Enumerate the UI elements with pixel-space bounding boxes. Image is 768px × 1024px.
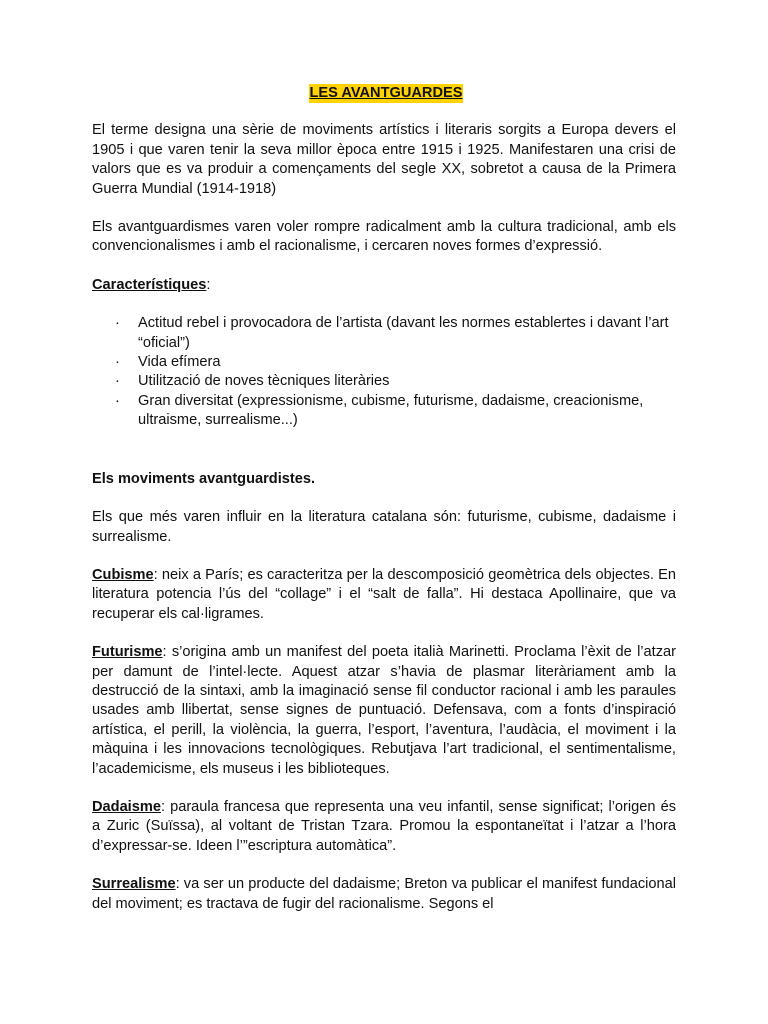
spacer <box>92 431 676 470</box>
bullet-glyph: · <box>115 392 120 409</box>
list-item <box>92 372 676 391</box>
list-item-text: Vida efímera <box>138 354 221 371</box>
characteristics-heading: Característiques <box>92 276 207 293</box>
movement-dadaisme <box>92 798 676 856</box>
bullet-glyph: · <box>115 373 120 390</box>
list-item-text: Gran diversitat (expressionisme, cubisme, futurisme, dadaisme, creacionisme, ultraisme, surrealisme...) <box>138 392 644 429</box>
movement-description: : neix a París; es caracteritza per la descomposició geomètrica dels objectes. En literatura potencia l’ús del “collage” i el “salt de falla”. Hi destaca Apollinaire, que va recuperar els cal·ligrames. <box>92 566 676 622</box>
list-item-text: Utilització de noves tècniques literàries <box>138 373 390 390</box>
movement-futurisme <box>92 643 676 779</box>
movement-term: Futurisme <box>92 644 163 661</box>
intro-paragraph-2: Els avantguardismes varen voler rompre radicalment amb la cultura tradicional, amb els convencionalismes i amb el racionalisme, i cercaren noves formes d’expressió. <box>92 219 676 255</box>
movements-heading: Els moviments avantguardistes. <box>92 470 316 487</box>
list-item-text: Actitud rebel i provocadora de l’artista (davant les normes establertes i davant l’art “oficial”) <box>138 315 669 351</box>
document-title: LES AVANTGUARDES <box>309 85 463 101</box>
bullet-glyph: · <box>115 354 120 371</box>
movements-heading-line <box>92 470 676 489</box>
movement-description: : paraula francesa que representa una veu infantil, sense significat; l’origen és a Zuric (Suïssa), al voltant de Tristan Tzara. Promou la espontaneïtat i l’atzar a l’hora d’expressar-se. Ideen l’”escriptura automàtica”. <box>92 798 676 854</box>
document-page <box>92 84 676 933</box>
movement-description: : s’origina amb un manifest del poeta italià Marinetti. Proclama l’èxit de l’atzar per damunt de l’intel·lecte. Aquest atzar s’havia de plasmar literàriament amb la destrucció de la sintaxi, amb la imaginació sense fil conductor racional i amb les paraules usades amb llibertat, sense signes de puntuació. Defensava, com a fonts d’inspiració artística, el perill, la violència, la guerra, l’esport, l’aventura, l’audàcia, el moviment i la màquina i les innovacions tecnològiques. Rebutjava l’art tradicional, el sentimentalisme, l’academicisme, els museus i les biblioteques. <box>92 644 676 777</box>
movement-term: Surrealisme <box>92 876 176 893</box>
characteristics-heading-line <box>92 276 676 295</box>
list-item <box>92 392 676 431</box>
list-item <box>92 314 676 353</box>
characteristics-heading-colon: : <box>206 276 211 293</box>
movement-cubisme <box>92 566 676 624</box>
title-container <box>92 84 676 103</box>
movement-term: Dadaisme <box>92 798 161 815</box>
movement-description: : va ser un producte del dadaisme; Breton va publicar el manifest fundacional del moviment; es tractava de fugir del racionalisme. Segons el <box>92 876 676 912</box>
bullet-glyph: · <box>115 315 120 332</box>
movements-intro: Els que més varen influir en la literatura catalana són: futurisme, cubisme, dadaisme i surrealisme. <box>92 509 676 545</box>
characteristics-list <box>92 314 676 430</box>
intro-paragraph-1: El terme designa una sèrie de moviments artístics i literaris sorgits a Europa devers el 1905 i que varen tenir la seva millor època entre 1915 i 1925. Manifestaren una crisi de valors que es va produir a començaments del segle XX, sobretot a causa de la Primera Guerra Mundial (1914-1918) <box>92 122 676 197</box>
movement-surrealisme <box>92 875 676 914</box>
movement-term: Cubisme <box>92 566 154 583</box>
list-item <box>92 353 676 372</box>
